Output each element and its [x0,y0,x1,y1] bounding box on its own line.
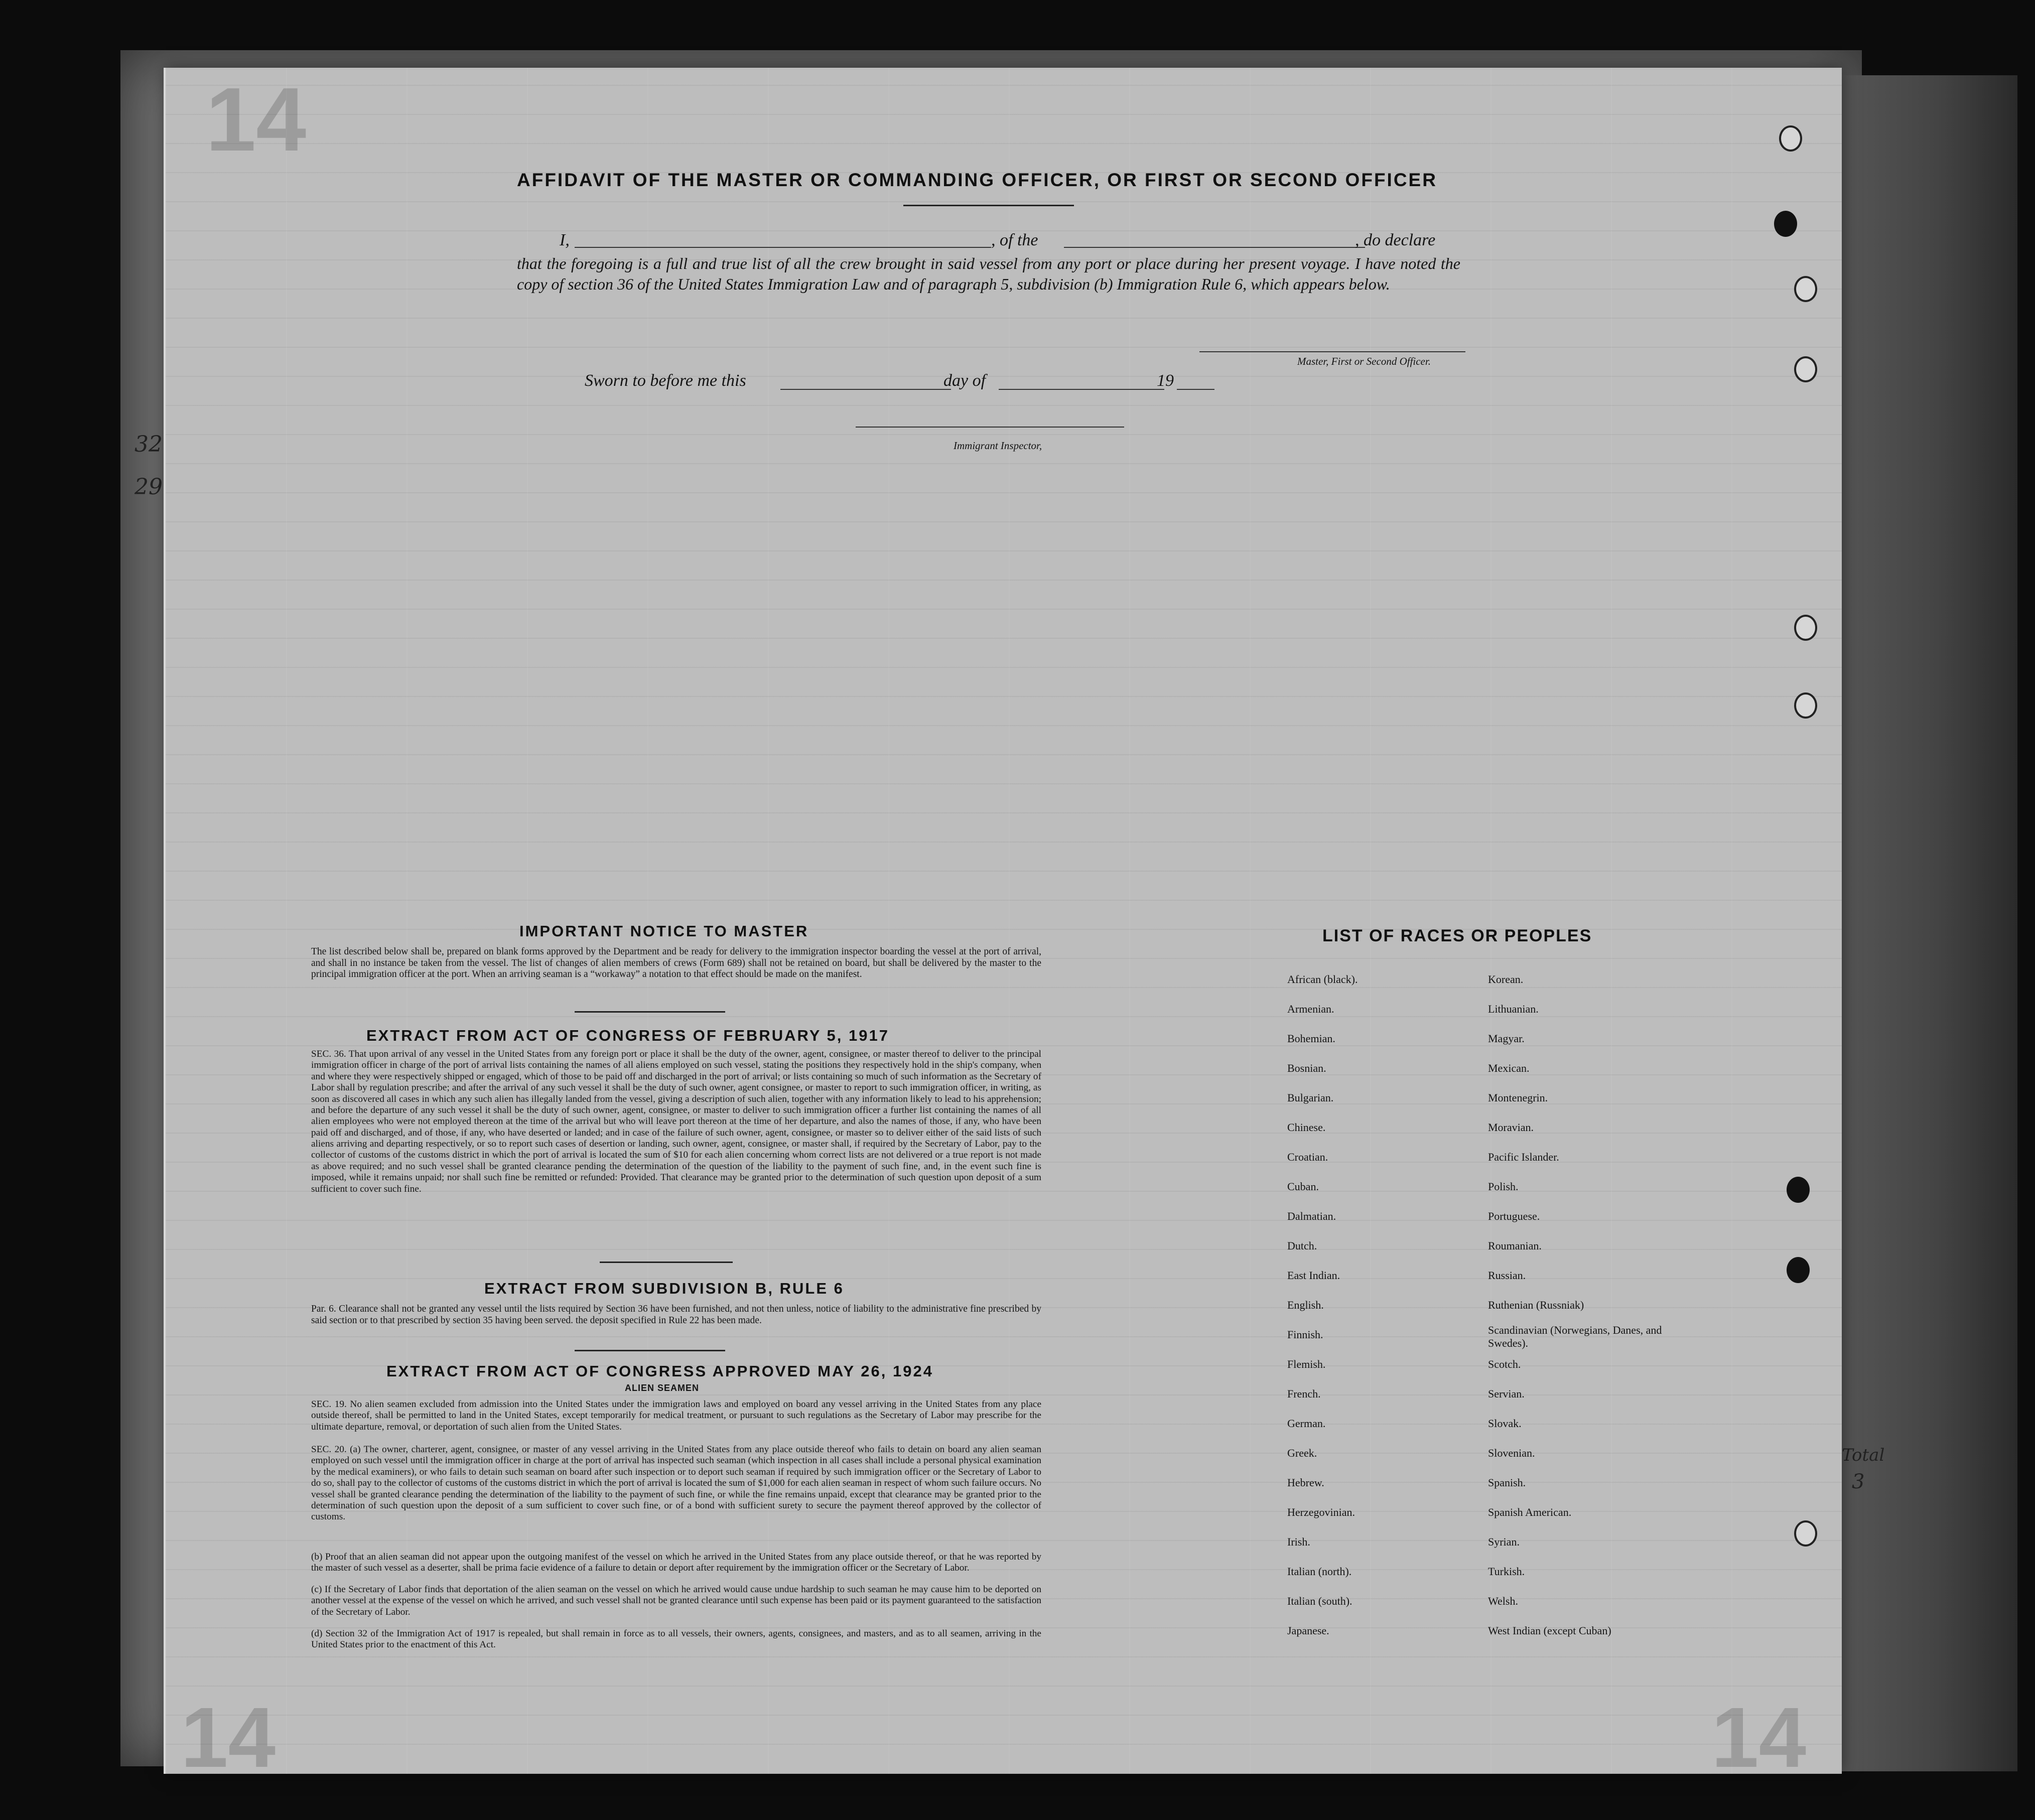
race-item: Roumanian. [1488,1239,1542,1252]
extract-1924-title: EXTRACT FROM ACT OF CONGRESS APPROVED MAY 26, 1924 [386,1362,933,1380]
extract-1924-sec19: SEC. 19. No alien seamen excluded from admission into the United States under the immigration laws and employed on board any vessel arriving in the United States from any place outside thereof, shall be permitted to land in the United States, except temporarily for medical treatment, or pursuant to such regulations as the Secretary of Labor may prescribe for the ultimate departure, removal, or deportation of such alien from the United States. [311,1399,1041,1432]
extract-1917-body: SEC. 36. That upon arrival of any vessel in the United States from any foreign port or place it shall be the duty of the owner, agent, consignee, or master thereof to deliver to the principal immigration officer in charge of the port of arrival lists containing the names of all aliens employed on such vessel, stating the positions they respectively hold in the ship's company, when and where they were respectively shipped or engaged, which of those to be paid off and discharged in the port of arrival; or lists containing so much of such information as the Secretary of Labor shall by regulation prescribe; and after the arrival of any such vessel it shall be the duty of such owner, agent consignee, or master to report to such immigration officer, in writing, as soon as discovered all cases in which any such alien has illegally landed from the vessel, giving a description of such alien, together with any information likely to lead to his apprehension; and before the departure of any such vessel it shall be the duty of such owner, agent, consignee, or master to deliver to such immigration officer a further list containing the names of all alien employees who were not employed thereon at the time of the arrival but who will leave port thereon at the time of her departure, and also the names of those, if any, who have been paid off and discharged, and of those, if any, who have deserted or landed; and in case of the failure of such owner, agent, consignee, or master so to deliver either of the said lists of such aliens arriving and departing respectively, or so to report such cases of desertion or landing, such owner, agent, consignee, or master shall, if required by the Secretary of Labor, pay to the collector of customs of the customs district in which the port of arrival is located the sum of $10 for each alien concerning whom correct lists are not delivered or a true report is not made as above required; and no such vessel shall be granted clearance pending the determination of the question of the liability to the payment of such fine, and, in the event such fine is imposed, while it remains unpaid; nor shall such fine be remitted or refunded: Provided. That clearance may be granted prior to the determination of such question upon deposit of a sum sufficient to cover such fine. [311,1049,1041,1194]
race-item: Dalmatian. [1287,1210,1336,1222]
races-left-column [1287,964,1358,1645]
notice-body: The list described below shall be, prepared on blank forms approved by the Department and be ready for delivery to the immigration inspector boarding the vessel at the port of arrival, and shall in no instance be taken from the vessel. The list of changes of alien members of crews (Form 689) shall not be retained on board, but shall be delivered by the master to the principal immigration officer at the port. When an arriving seaman is a “workaway” a notation to that effect should be made on the manifest. [311,946,1041,980]
race-item: Armenian. [1287,1003,1334,1015]
race-item: Japanese. [1287,1624,1329,1637]
race-item: Flemish. [1287,1358,1326,1370]
page-number-bottom-right: 14 [1711,1690,1807,1785]
race-item: Italian (north). [1287,1565,1352,1578]
race-item: Herzegovinian. [1287,1506,1355,1518]
notice-rule [575,1011,725,1013]
race-item: French. [1287,1387,1321,1400]
binder-hole [1794,356,1817,382]
side-total-value: 3 [1852,1470,1865,1493]
back-sheet-edge [1817,75,2017,1771]
race-item: Bulgarian. [1287,1091,1334,1104]
race-item: Italian (south). [1287,1595,1352,1607]
race-item: Polish. [1488,1180,1519,1193]
binder-hole [1774,211,1797,237]
binder-hole [1794,276,1817,302]
affidavit-title-rule [903,205,1074,206]
race-item: Finnish. [1287,1328,1323,1341]
rule6-title: EXTRACT FROM SUBDIVISION B, RULE 6 [484,1280,844,1297]
race-item: Irish. [1287,1535,1310,1548]
affidavit-line-1 [560,231,570,250]
race-item: Bohemian. [1287,1032,1335,1045]
rule6-body: Par. 6. Clearance shall not be granted any vessel until the lists required by Section 36 have been furnished, and not then unless, notice of liability to the administrative fine prescribed by said section or to that prescribed by section 35 having been served. the deposit specified in Rule 22 has been made. [311,1304,1041,1326]
race-item: Pacific Islander. [1488,1151,1559,1163]
race-item: Lithuanian. [1488,1003,1539,1015]
race-item: Scandinavian (Norwegians, Danes, and Swedes). [1488,1324,1662,1349]
rule6-rule [575,1350,725,1351]
race-item: Chinese. [1287,1121,1326,1134]
races-right-column [1488,964,1679,1645]
affidavit-of-the: , of the [991,231,1038,249]
race-item: Slovenian. [1488,1447,1535,1459]
side-total-label: Total [1842,1445,1885,1465]
sworn-day: day of [943,371,986,390]
notice-title: IMPORTANT NOTICE TO MASTER [519,922,809,940]
extract-1924-sec20b: (b) Proof that an alien seaman did not appear upon the outgoing manifest of the vessel on which he arrived in the United States from any place outside thereof, or that he was reported by the master of such vessel as a deserter, shall be prima facie evidence of a failure to detain or deport after requirement by the immigration officer or the Secretary of Labor. [311,1552,1041,1574]
extract-1924-subtitle: ALIEN SEAMEN [625,1383,700,1393]
binder-hole [1794,1520,1817,1547]
race-item: West Indian (except Cuban) [1488,1624,1611,1637]
affidavit-title: AFFIDAVIT OF THE MASTER OR COMMANDING OFFICER, OR FIRST OR SECOND OFFICER [517,170,1437,190]
races-title: LIST OF RACES OR PEOPLES [1322,926,1592,945]
race-item: Spanish. [1488,1476,1526,1489]
blank-vessel-field [1064,247,1365,248]
race-item: Syrian. [1488,1535,1520,1548]
page-number-top: 14 [206,69,307,170]
race-item: Korean. [1488,973,1524,986]
race-item: East Indian. [1287,1269,1340,1282]
blank-name-field [575,247,991,248]
binder-hole [1779,125,1802,152]
binder-hole [1787,1257,1810,1283]
binder-hole [1794,615,1817,641]
race-item: Mexican. [1488,1062,1530,1074]
race-item: Servian. [1488,1387,1525,1400]
inspector-caption: Immigrant Inspector, [954,440,1042,452]
binder-hole [1787,1177,1810,1203]
race-item: African (black). [1287,973,1358,986]
blank-year-field [1177,389,1214,390]
extract-1924-sec20a: SEC. 20. (a) The owner, charterer, agent, consignee, or master of any vessel arriving in the United States from any place outside thereof who fails to detain on board any alien seaman employed on such vessel until the immigration officer in charge at the port of arrival has inspected such seaman (which inspection in all cases shall include a personal physical examination by the medical examiners), or who fails to detain such seaman on board after such inspection or to deport such seaman if required by such immigration officer or the Secretary of Labor to do so, shall pay to the collector of customs of the customs district in which the port of arrival is located the sum of $1,000 for each alien seaman in respect of whom such failure occurs. No vessel shall be granted clearance pending the determination of the liability to the payment of such fine, or while the fine remains unpaid, except that clearance may be granted prior to the determination of such question upon the deposit of a sum sufficient to cover such fine, or of a bond with sufficient surety to secure the payment thereof approved by the collector of customs. [311,1444,1041,1522]
race-item: Ruthenian (Russniak) [1488,1299,1584,1311]
extract-1917-rule [600,1262,733,1263]
race-item: Welsh. [1488,1595,1518,1607]
extract-1924-sec20d: (d) Section 32 of the Immigration Act of 1917 is repealed, but shall remain in force as to all vessels, their owners, agents, consignees, and masters, and as to all seamen, arriving in the United States prior to the enactment of this Act. [311,1628,1041,1650]
race-item: Greek. [1287,1447,1317,1459]
inspector-signature-line [856,427,1124,428]
affidavit-i: I, [560,231,570,249]
race-item: Portuguese. [1488,1210,1540,1222]
race-item: Bosnian. [1287,1062,1326,1074]
race-item: Montenegrin. [1488,1091,1548,1104]
sworn-year: 19 [1157,371,1174,390]
race-item: Moravian. [1488,1121,1534,1134]
blank-day-field [780,389,951,390]
race-item: Croatian. [1287,1151,1328,1163]
race-item: Cuban. [1287,1180,1319,1193]
blank-month-field [999,389,1164,390]
margin-note-1: 32 [134,432,163,457]
affidavit-do-declare: , do declare [1355,231,1436,249]
sworn-prefix: Sworn to before me this [585,371,746,390]
race-item: Russian. [1488,1269,1526,1282]
race-item: Scotch. [1488,1358,1521,1370]
extract-1924-sec20c: (c) If the Secretary of Labor finds that deportation of the alien seaman on the vessel on which he arrived would cause undue hardship to such seaman he may cause him to be deported on another vessel at the expense of the vessel on which he arrived, and such vessel shall not be granted clearance until such expense has been paid or its payment guaranteed to the satisfaction of the Secretary of Labor. [311,1584,1041,1617]
race-item: Spanish American. [1488,1506,1572,1518]
margin-note-2: 29 [134,474,163,500]
race-item: German. [1287,1417,1326,1430]
race-item: Slovak. [1488,1417,1522,1430]
master-caption: Master, First or Second Officer. [1297,355,1431,367]
race-item: Turkish. [1488,1565,1525,1578]
binder-hole [1794,692,1817,719]
race-item: Hebrew. [1287,1476,1324,1489]
extract-1917-title: EXTRACT FROM ACT OF CONGRESS OF FEBRUARY 5, 1917 [366,1027,889,1044]
master-signature-line [1199,351,1465,352]
page-number-bottom-left: 14 [181,1690,276,1785]
race-item: Magyar. [1488,1032,1525,1045]
race-item: Dutch. [1287,1239,1317,1252]
race-item: English. [1287,1299,1324,1311]
affidavit-body: that the foregoing is a full and true list of all the crew brought in said vessel from any port or place during her present voyage. I have noted the copy of section 36 of the United States Immigration Law and of paragraph 5, subdivision (b) Immigration Rule 6, which appears below. [517,254,1460,293]
